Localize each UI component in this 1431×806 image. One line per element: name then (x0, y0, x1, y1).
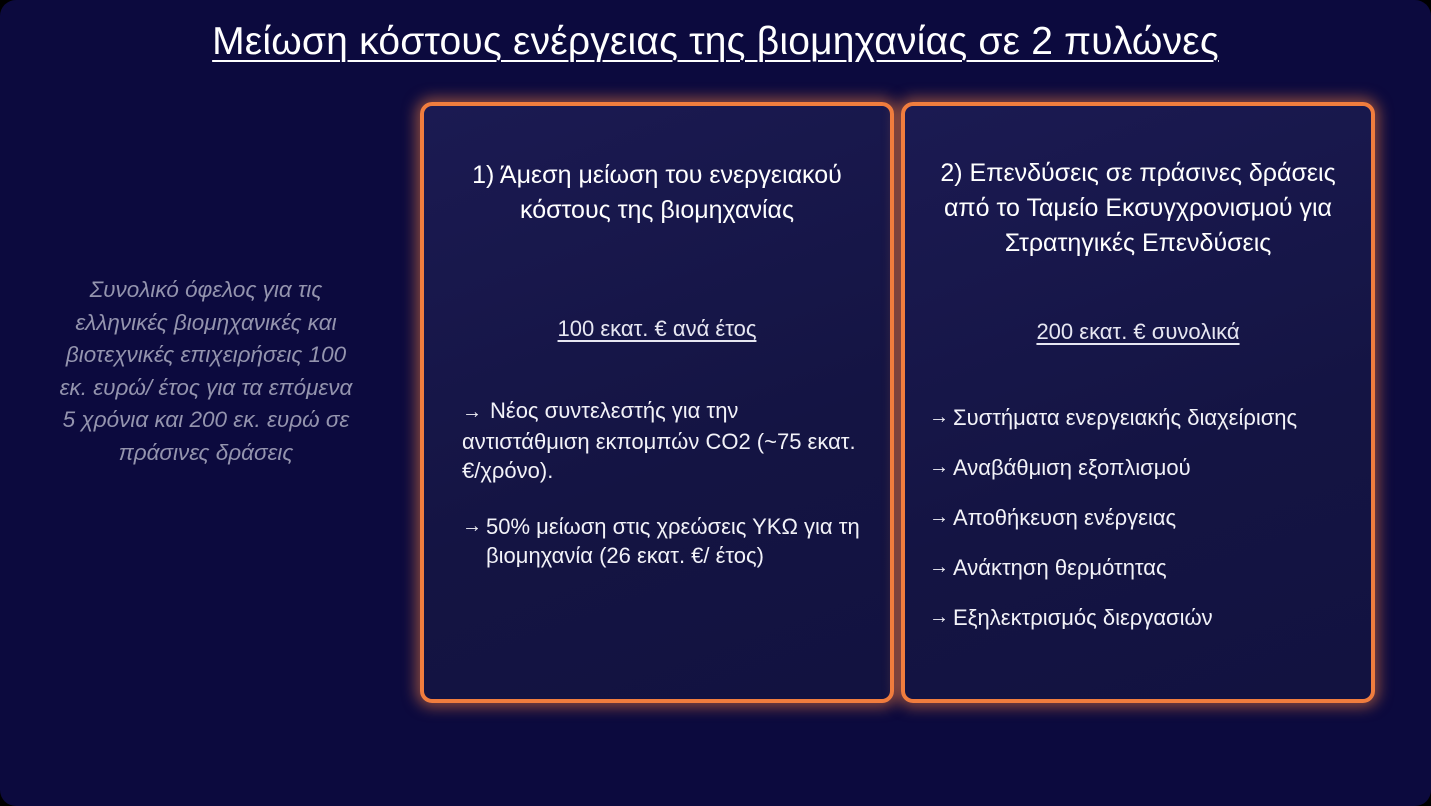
pillar-2-bullet-text: Εξηλεκτρισμός διεργασιών (953, 605, 1213, 630)
pillar-2-heading: 2) Επενδύσεις σε πράσινες δράσεις από το Ταμείο Εκσυγχρονισμού για Στρατηγικές Επενδύσεις (940, 159, 1336, 257)
summary-text: Συνολικό όφελος για τις ελληνικές βιομηχανικές και βιοτεχνικές επιχειρήσεις 100 εκ. ευρώ/ έτος για τα επόμενα 5 χρόνια και 200 εκ. ευρώ σε πράσινες δράσεις (59, 277, 353, 465)
pillar-2-bullet (929, 603, 1349, 632)
pillar-2-bullet-text: Ανάκτηση θερμότητας (953, 555, 1167, 580)
pillar-1-bullet-text: 50% μείωση στις χρεώσεις ΥΚΩ για τη βιομηχανία (26 εκατ. €/ έτος) (486, 514, 860, 568)
arrow-right-icon: → (929, 506, 949, 528)
pillar-2-bullet (929, 553, 1349, 582)
pillar-2-bullet-list (929, 403, 1349, 653)
arrow-right-icon: → (929, 456, 949, 478)
slide-title: Μείωση κόστους ενέργειας της βιομηχανίας σε 2 πυλώνες (212, 20, 1219, 63)
pillar-2-bullet (929, 453, 1349, 482)
pillar-1-amount: 100 εκατ. € ανά έτος (557, 316, 757, 341)
pillar-card-2 (901, 102, 1375, 703)
pillar-1-bullet-list (462, 396, 872, 597)
pillar-2-bullet (929, 403, 1349, 432)
pillar-card-1 (420, 102, 894, 703)
pillar-2-bullet (929, 503, 1349, 532)
pillar-1-heading: 1) Άμεση μείωση του ενεργειακού κόστους της βιομηχανίας (472, 161, 842, 224)
arrow-right-icon: → (462, 515, 482, 537)
pillar-2-amount: 200 εκατ. € συνολικά (1036, 319, 1240, 344)
pillar-2-bullet-text: Συστήματα ενεργειακής διαχείρισης (953, 405, 1298, 430)
pillar-1-bullet (462, 396, 872, 485)
arrow-right-icon: → (462, 401, 482, 423)
pillar-2-bullet-text: Αποθήκευση ενέργειας (953, 505, 1177, 530)
pillar-1-bullet (462, 512, 872, 570)
arrow-right-icon: → (929, 606, 949, 628)
pillar-2-bullet-text: Αναβάθμιση εξοπλισμού (953, 455, 1191, 480)
pillar-1-bullet-text: Νέος συντελεστής για την αντιστάθμιση εκπομπών CO2 (~75 εκατ. €/χρόνο). (462, 398, 856, 483)
arrow-right-icon: → (929, 406, 949, 428)
arrow-right-icon: → (929, 556, 949, 578)
